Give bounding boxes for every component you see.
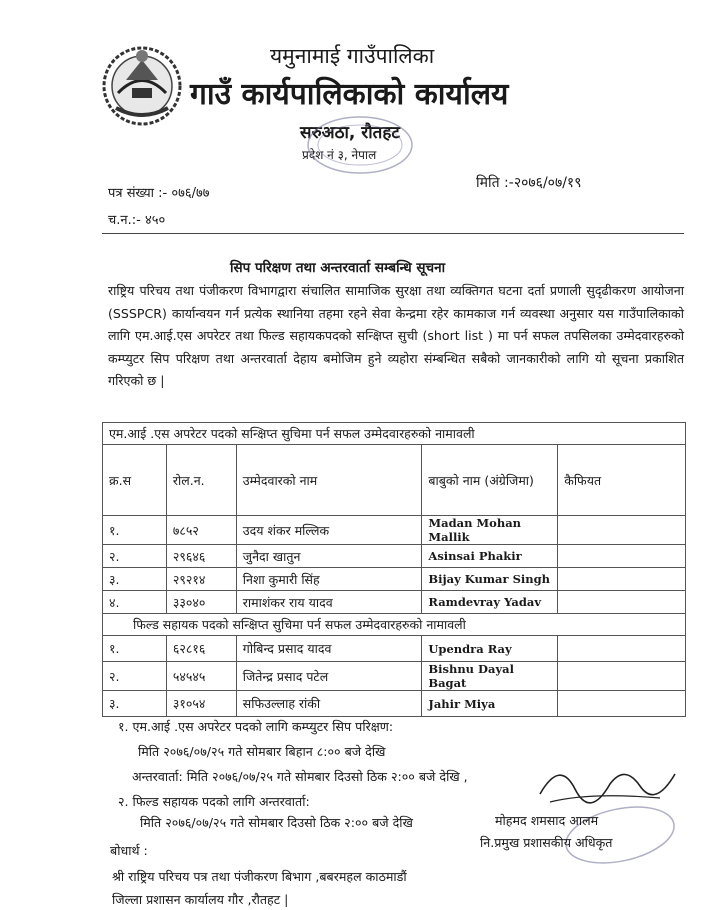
cell-roll: ३१०५४ bbox=[166, 691, 236, 717]
cell-sn: ३. bbox=[103, 691, 167, 717]
cell-father: Madan Mohan Mallik bbox=[422, 516, 558, 545]
nepal-emblem-icon bbox=[96, 38, 188, 130]
cell-name: उदय शंकर मल्लिक bbox=[236, 516, 422, 545]
table-row bbox=[103, 691, 686, 717]
cell-father: Asinsai Phakir bbox=[422, 545, 558, 568]
cell-name: निशा कुमारी सिंह bbox=[236, 568, 422, 591]
cc-label: बोधार्थ : bbox=[110, 843, 148, 858]
dispatch-number: च.न.:- ४५० bbox=[108, 213, 166, 228]
cell-father: Ramdevray Yadav bbox=[422, 591, 558, 614]
section1-title: एम.आई .एस अपरेटर पदको सन्क्षिप्त सुचिमा पर्न सफल उम्मेदवारहरुको नामावली bbox=[103, 423, 686, 445]
cell-remarks bbox=[558, 691, 686, 717]
note-mis-interview-date: अन्तरवार्ता: मिति २०७६/०७/२५ गते सोमबार दिउसो ठिक २:०० बजे देखि , bbox=[132, 769, 468, 784]
header-sn: क्र.स bbox=[103, 445, 167, 516]
cell-sn: ३. bbox=[103, 568, 167, 591]
cell-father: Bishnu Dayal Bagat bbox=[422, 662, 558, 691]
cell-name: जुनैदा खातुन bbox=[236, 545, 422, 568]
cell-remarks bbox=[558, 591, 686, 614]
signatory-title: नि.प्रमुख प्रशासकीय अधिकृत bbox=[480, 835, 613, 850]
cell-roll: ६२८१६ bbox=[166, 636, 236, 662]
cell-remarks bbox=[558, 568, 686, 591]
cell-sn: ४. bbox=[103, 591, 167, 614]
notice-body: राष्ट्रिय परिचय तथा पंजीकरण विभागद्वारा संचालित सामाजिक सुरक्षा तथा व्यक्तिगत घटना दर्ता प्रणाली सुदृढीकरण आयोजना (SSSPCR) कार्यान्वयन गर्न प्रत्येक स्थानिया तहमा रहने सेवा केन्द्रमा रहेर कामकाज गर्न व्यवस्था अनुसार यस गाउँपालिकाको लागि एम.आई.एस अपरेटर तथा फिल्ड सहायकपदको सन्क्षिप्त सुची (short list ) मा पर्न सफल तपसिलका उम्मेदवारहरुको कम्प्युटर सिप परिक्षण तथा अन्तरवार्ता देहाय बमोजिम हुने व्यहोरा संम्बन्धित सबैको जानकारीको लागि यो सूचना प्रकाशित गरिएको छ | bbox=[108, 283, 684, 388]
table-row bbox=[103, 662, 686, 691]
municipality-name: यमुनामाई गाउँपालिका bbox=[270, 44, 435, 68]
signatory-name: मोहमद शमसाद आलम bbox=[495, 813, 599, 828]
table-row bbox=[103, 545, 686, 568]
cell-remarks bbox=[558, 662, 686, 691]
office-location: सरुअठा, रौतहट bbox=[300, 123, 400, 143]
table-row bbox=[103, 636, 686, 662]
cell-roll: २९६४६ bbox=[166, 545, 236, 568]
cell-roll: २९२१४ bbox=[166, 568, 236, 591]
cell-sn: १. bbox=[103, 516, 167, 545]
cell-sn: २. bbox=[103, 662, 167, 691]
cc-recipient-1: श्री राष्ट्रिय परिचय पत्र तथा पंजीकरण बिभाग ,बबरमहल काठमाडौं bbox=[112, 869, 407, 884]
cell-roll: ५४५४५ bbox=[166, 662, 236, 691]
note-field-interview-date: मिति २०७६/०७/२५ गते सोमबार दिउसो ठिक २:०० बजे देखि bbox=[140, 815, 413, 830]
table-row bbox=[103, 516, 686, 545]
table-row bbox=[103, 591, 686, 614]
cell-remarks bbox=[558, 545, 686, 568]
cell-father: Upendra Ray bbox=[422, 636, 558, 662]
cell-father: Jahir Miya bbox=[422, 691, 558, 717]
note-mis-heading: १. एम.आई .एस अपरेटर पदको लागि कम्प्युटर सिप परिक्षण: bbox=[118, 719, 394, 734]
section2-title: फिल्ड सहायक पदको सन्क्षिप्त सुचिमा पर्न सफल उम्मेदवारहरुको नामावली bbox=[103, 614, 686, 636]
province-line: प्रदेश नं ३, नेपाल bbox=[302, 148, 377, 162]
letter-date: मिति :-२०७६/०७/१९ bbox=[476, 175, 582, 191]
cc-recipient-2: जिल्ला प्रशासन कार्यालय गौर ,रौतहट | bbox=[112, 892, 289, 907]
header-father: बाबुको नाम (अंग्रेजिमा) bbox=[422, 445, 558, 516]
table-row bbox=[103, 568, 686, 591]
cell-name: जितेन्द्र प्रसाद पटेल bbox=[236, 662, 422, 691]
header-remarks: कैफियत bbox=[558, 445, 686, 516]
header-name: उम्मेदवारको नाम bbox=[236, 445, 422, 516]
header-roll: रोल.न. bbox=[166, 445, 236, 516]
note-mis-test-date: मिति २०७६/०७/२५ गते सोमबार बिहान ८:०० बजे देखि bbox=[138, 744, 386, 759]
header-divider bbox=[102, 233, 684, 234]
cell-name: गोबिन्द प्रसाद यादव bbox=[236, 636, 422, 662]
cell-sn: २. bbox=[103, 545, 167, 568]
cell-roll: ७८५२ bbox=[166, 516, 236, 545]
cell-remarks bbox=[558, 636, 686, 662]
office-stamp-icon bbox=[300, 110, 420, 180]
notice-title: सिप परिक्षण तथा अन्तरवार्ता सम्बन्धि सूचना bbox=[230, 260, 446, 276]
cell-father: Bijay Kumar Singh bbox=[422, 568, 558, 591]
note-field-heading: २. फिल्ड सहायक पदको लागि अन्तरवार्ता: bbox=[118, 794, 310, 809]
office-name: गाउँ कार्यपालिकाको कार्यालय bbox=[190, 77, 509, 112]
cell-sn: १. bbox=[103, 636, 167, 662]
cell-roll: ३३०४० bbox=[166, 591, 236, 614]
letter-number: पत्र संख्या :- ०७६/७७ bbox=[108, 186, 210, 201]
cell-name: सफिउल्लाह रांकी bbox=[236, 691, 422, 717]
cell-remarks bbox=[558, 516, 686, 545]
candidate-table bbox=[102, 422, 686, 717]
cell-name: रामाशंकर राय यादव bbox=[236, 591, 422, 614]
